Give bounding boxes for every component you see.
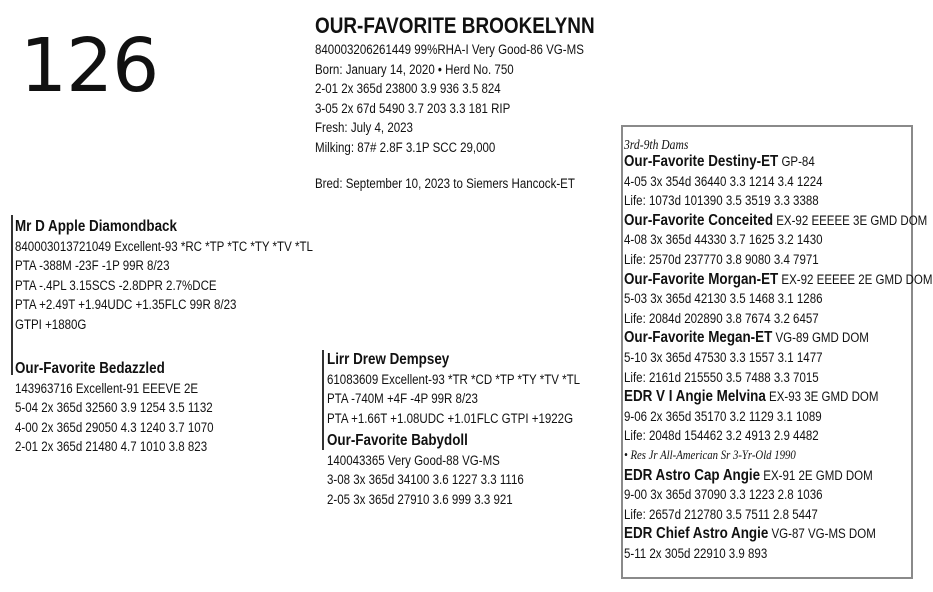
animal-milking: Milking: 87# 2.8F 3.1P SCC 29,000: [315, 139, 496, 155]
dam-entry-record: 4-05 3x 354d 36440 3.3 1214 3.4 1224: [624, 173, 823, 189]
dam-entry-classification: GP-84: [778, 154, 815, 169]
dam-record: 5-04 2x 365d 32560 3.9 1254 3.5 1132: [15, 400, 213, 416]
dam-entry-classification: VG-89 GMD DOM: [772, 330, 869, 346]
granddam-block: [327, 431, 524, 509]
dam-name: Our-Favorite Bedazzled: [15, 360, 165, 377]
dam-entry-record: Life: 1073d 101390 3.5 3519 3.3 3388: [624, 193, 819, 209]
animal-bred: Bred: September 10, 2023 to Siemers Hancock-ET: [315, 175, 575, 191]
dam-entry-record: Life: 2161d 215550 3.5 7488 3.3 7015: [624, 369, 819, 385]
dam-entry-record: Life: 2570d 237770 3.8 9080 3.4 7971: [624, 251, 819, 267]
dam-sire-block: [327, 350, 580, 428]
dam-entry-record: 5-11 2x 305d 22910 3.9 893: [624, 545, 768, 561]
pedigree-bracket: [322, 350, 324, 450]
pedigree-bracket: [11, 215, 13, 375]
dam-entry-classification: EX-93 3E GMD DOM: [765, 389, 879, 405]
dams-heading: 3rd-9th Dams: [624, 137, 689, 152]
dam-sire-name: Lirr Drew Dempsey: [327, 351, 450, 368]
dam-entry-title: Our-Favorite Morgan-ET: [624, 270, 779, 288]
dam-sire-detail: PTA -740M +4F -4P 99R 8/23: [327, 391, 478, 407]
dams-entries: [624, 152, 932, 563]
dam-entry-record: Life: 2084d 202890 3.8 7674 3.2 6457: [624, 310, 819, 326]
sire-detail: 840003013721049 Excellent-93 *RC *TP *TC *TY *TV *TL: [15, 238, 313, 254]
dam-entry-record: 4-08 3x 365d 44330 3.7 1625 3.2 1430: [624, 232, 823, 248]
dam-entry-name: [624, 328, 932, 348]
granddam-name: Our-Favorite Babydoll: [327, 432, 468, 449]
dam-entry-title: EDR Chief Astro Angie: [624, 525, 769, 543]
dam-entry-note: • Res Jr All-American Sr 3-Yr-Old 1990: [624, 447, 796, 462]
sire-detail: GTPI +1880G: [15, 316, 87, 332]
dam-entry-record: 9-00 3x 365d 37090 3.3 1223 2.8 1036: [624, 487, 823, 503]
dam-entry-name: [624, 152, 932, 172]
dam-entry-title: Our-Favorite Conceited: [624, 211, 774, 229]
animal-record: 2-01 2x 365d 23800 3.9 936 3.5 824: [315, 81, 501, 97]
dam-entry-record: Life: 2048d 154462 3.2 4913 2.9 4482: [624, 428, 819, 444]
lot-number: 126: [20, 23, 159, 109]
animal-name: OUR-FAVORITE BROOKELYNN: [315, 13, 595, 38]
dam-entry-title: EDR Astro Cap Angie: [624, 466, 761, 484]
dam-entry-record: 9-06 2x 365d 35170 3.2 1129 3.1 1089: [624, 408, 822, 424]
dam-entry-record: 5-03 3x 365d 42130 3.5 1468 3.1 1286: [624, 291, 823, 307]
dam-entry-name: [624, 524, 932, 544]
sire-block: [15, 217, 313, 335]
sire-detail: PTA -388M -23F -1P 99R 8/23: [15, 258, 170, 274]
dam-block: [15, 359, 214, 457]
dam-entry-classification: EX-92 EEEEE 3E GMD DOM: [773, 212, 928, 228]
dam-entry-title: EDR V I Angie Melvina: [624, 388, 766, 406]
granddam-record: 3-08 3x 365d 34100 3.6 1227 3.3 1116: [327, 472, 524, 488]
sire-name: Mr D Apple Diamondback: [15, 218, 177, 235]
dam-record: 2-01 2x 365d 21480 4.7 1010 3.8 823: [15, 439, 208, 455]
dam-sire-detail: 61083609 Excellent-93 *TR *CD *TP *TY *TV *TL: [327, 371, 581, 387]
sire-detail: PTA +2.49T +1.94UDC +1.35FLC 99R 8/23: [15, 297, 237, 313]
dam-entry-name: [624, 387, 932, 407]
animal-record: 3-05 2x 67d 5490 3.7 203 3.3 181 RIP: [315, 100, 511, 116]
dam-entry-title: Our-Favorite Destiny-ET: [624, 153, 779, 170]
dam-entry-classification: VG-87 VG-MS DOM: [768, 526, 876, 542]
dam-entry-record: Life: 2657d 212780 3.5 7511 2.8 5447: [624, 506, 818, 522]
animal-id-line: 840003206261449 99%RHA-I Very Good-86 VG-MS: [315, 42, 584, 57]
dam-entry-name: [624, 270, 932, 290]
granddam-detail: 140043365 Very Good-88 VG-MS: [327, 452, 500, 468]
sire-detail: PTA -.4PL 3.15SCS -2.8DPR 2.7%DCE: [15, 277, 217, 293]
dam-record: 4-00 2x 365d 29050 4.3 1240 3.7 1070: [15, 419, 214, 435]
dam-entry-classification: EX-92 EEEEE 2E GMD DOM: [778, 271, 933, 287]
dam-entry-title: Our-Favorite Megan-ET: [624, 329, 773, 347]
dam-entry-classification: EX-91 2E GMD DOM: [760, 467, 873, 483]
animal-block: [315, 12, 595, 193]
dam-entry-record: 5-10 3x 365d 47530 3.3 1557 3.1 1477: [624, 349, 823, 365]
dam-detail: 143963716 Excellent-91 EEEVE 2E: [15, 380, 199, 396]
dam-entry-name: [624, 466, 932, 486]
dam-sire-detail: PTA +1.66T +1.08UDC +1.01FLC GTPI +1922G: [327, 410, 574, 426]
granddam-record: 2-05 3x 365d 27910 3.6 999 3.3 921: [327, 491, 513, 507]
dam-entry-name: [624, 211, 932, 231]
animal-born: Born: January 14, 2020 • Herd No. 750: [315, 61, 514, 77]
animal-fresh: Fresh: July 4, 2023: [315, 120, 413, 136]
